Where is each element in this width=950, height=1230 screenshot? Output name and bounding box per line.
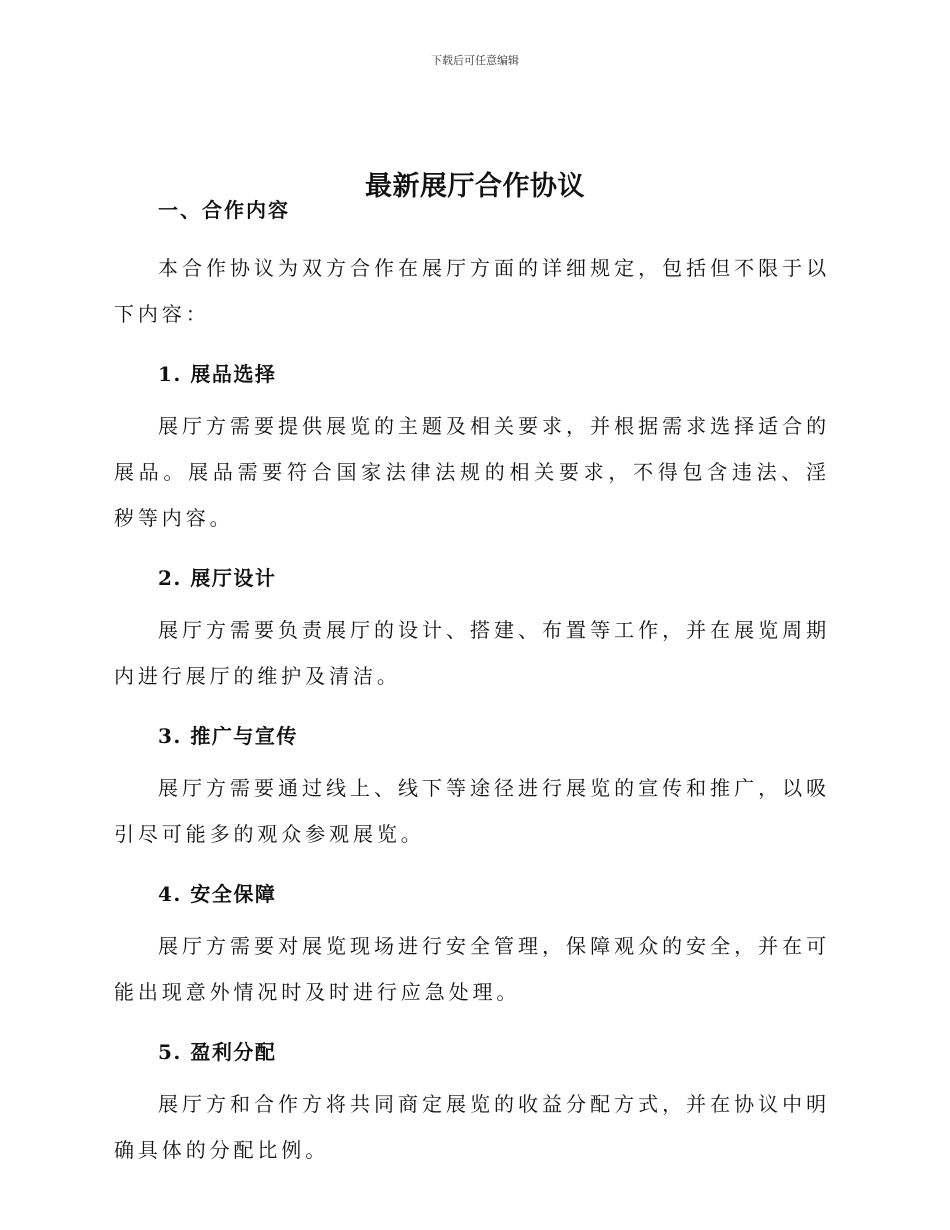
item-heading-promotion: 3. 推广与宣传 xyxy=(158,724,298,748)
section-intro-paragraph: 本合作协议为双方合作在展厅方面的详细规定，包括但不限于以下内容： xyxy=(114,256,830,326)
item-heading-safety: 4. 安全保障 xyxy=(158,882,277,906)
item-paragraph-hall-design: 展厅方需要负责展厅的设计、搭建、布置等工作，并在展览周期内进行展厅的维护及清洁。 xyxy=(114,618,830,688)
item-heading-exhibit-selection: 1. 展品选择 xyxy=(158,362,277,386)
item-paragraph-exhibit-selection: 展厅方需要提供展览的主题及相关要求，并根据需求选择适合的展品。展品需要符合国家法律法规的相关要求，不得包含违法、淫秽等内容。 xyxy=(114,414,830,530)
document-title: 最新展厅合作协议 xyxy=(365,171,585,203)
section-heading: 一、合作内容 xyxy=(158,198,290,222)
item-paragraph-promotion: 展厅方需要通过线上、线下等途径进行展览的宣传和推广，以吸引尽可能多的观众参观展览。 xyxy=(114,776,830,846)
item-paragraph-safety: 展厅方需要对展览现场进行安全管理，保障观众的安全，并在可能出现意外情况时及时进行应急处理。 xyxy=(114,934,830,1004)
document-body xyxy=(114,195,830,1173)
header-note: 下载后可任意编辑 xyxy=(431,54,519,67)
item-paragraph-profit-sharing: 展厅方和合作方将共同商定展览的收益分配方式，并在协议中明确具体的分配比例。 xyxy=(114,1092,830,1162)
item-heading-profit-sharing: 5. 盈利分配 xyxy=(158,1040,277,1064)
item-heading-hall-design: 2. 展厅设计 xyxy=(158,566,277,590)
